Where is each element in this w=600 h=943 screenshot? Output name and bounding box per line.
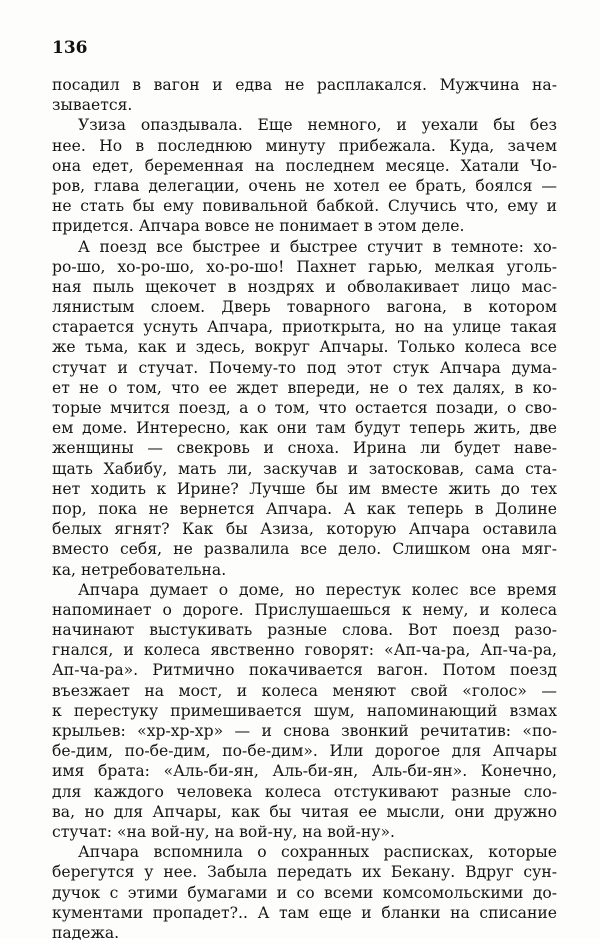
text-line: ка, нетребовательна. <box>52 560 227 579</box>
text-line: торые мчится поезд, а о том, что остается позади, о сво- <box>52 399 557 417</box>
text-line: она едет, беременная на последнем месяце. Хатали Чо- <box>52 156 557 175</box>
text-line: белых ягнят? Как бы Азиза, которую Апчара оставила <box>52 520 557 539</box>
text-line: крыльев: «хр-хр-хр» — и снова звонкий речитатив: «по- <box>52 722 557 740</box>
text-line: придется. Апчара вовсе не понимает в этом деле. <box>52 217 465 236</box>
text-line: имя брата: «Аль-би-ян, Аль-би-ян, Аль-би-ян». Конечно, <box>52 762 557 781</box>
text-line: стучат и стучат. Почему-то под этот стук Апчара дума- <box>52 358 557 377</box>
text-line: Ап-ча-ра». Ритмично покачивается вагон. Потом поезд <box>52 661 557 680</box>
text-line: бе-дим, по-бе-дим, по-бе-дим». Или дорогое для Апчары <box>52 742 557 761</box>
text-line: вместо себя, не развалила все дело. Слишком она мяг- <box>52 540 557 559</box>
text-line: для каждого человека колеса отстукивают разные сло- <box>52 782 557 801</box>
text-line: берегутся у нее. Забыла передать их Бекану. Вдруг сун- <box>52 863 557 882</box>
body-text <box>52 75 557 943</box>
text-line: стучат: «на вой-ну, на вой-ну, на вой-ну». <box>52 822 395 841</box>
text-line: старается уснуть Апчара, приоткрыта, но на улице такая <box>52 318 557 337</box>
text-line: щать Хабибу, мать ли, заскучав и затосковав, сама ста- <box>52 459 557 478</box>
text-line: ро-шо, хо-ро-шо, хо-ро-шо! Пахнет гарью, мелкая уголь- <box>52 257 557 276</box>
text-line: же тьма, как и здесь, вокруг Апчары. Только колеса все <box>52 338 557 357</box>
page-number: 136 <box>52 38 88 58</box>
text-line: напоминает о дороге. Прислушаешься к нему, и колеса <box>52 600 557 619</box>
text-line: ва, но для Апчары, как бы читая ее мысли, они дружно <box>52 802 557 821</box>
text-line: Апчара вспомнила о сохранных расписках, которые <box>78 843 557 862</box>
text-line: начинают выстукивать разные слова. Вот поезд разо- <box>52 621 557 640</box>
text-line: женщины — свекровь и сноха. Ирина ли будет наве- <box>52 439 557 458</box>
text-line: А поезд все быстрее и быстрее стучит в темноте: хо- <box>78 237 557 256</box>
text-line: пор, пока не вернется Апчара. А как теперь в Долине <box>52 499 557 518</box>
text-line: ет не о том, что ее ждет впереди, не о тех далях, в ко- <box>52 378 557 397</box>
text-line: зывается. <box>52 96 133 115</box>
text-line: гнался, и колеса явственно говорят: «Ап-ча-ра, Ап-ча-ра, <box>52 641 557 660</box>
text-line: ров, глава делегации, очень не хотел ее брать, боялся — <box>52 176 557 195</box>
text-line: нее. Но в последнюю минуту прибежала. Куда, зачем <box>52 136 557 155</box>
text-line: падежа. <box>52 923 120 942</box>
text-line: посадил в вагон и едва не расплакался. Мужчина на- <box>52 76 557 94</box>
text-line: дучок с этими бумагами и со всеми комсомольскими до- <box>52 883 557 902</box>
text-line: нет ходить к Ирине? Лучше бы им вместе жить до тех <box>52 479 557 498</box>
text-line: Апчара думает о доме, но перестук колес все время <box>78 580 557 599</box>
text-line: кументами пропадет?.. А там еще и бланки на списание <box>52 903 557 922</box>
text-line: ная пыль щекочет в ноздрях и обволакивает лицо мас- <box>52 277 557 296</box>
text-line: не стать бы ему повивальной бабкой. Случись что, ему и <box>52 197 557 216</box>
text-line: Узиза опаздывала. Еще немного, и уехали бы без <box>78 116 557 135</box>
text-line: лянистым слоем. Дверь товарного вагона, в котором <box>52 298 557 317</box>
text-line: ем доме. Интересно, как они там будут теперь жить, две <box>52 419 557 438</box>
text-line: въезжает на мост, и колеса меняют свой «голос» — <box>52 681 557 700</box>
text-line: к перестуку примешивается шум, напоминающий взмах <box>52 701 557 720</box>
